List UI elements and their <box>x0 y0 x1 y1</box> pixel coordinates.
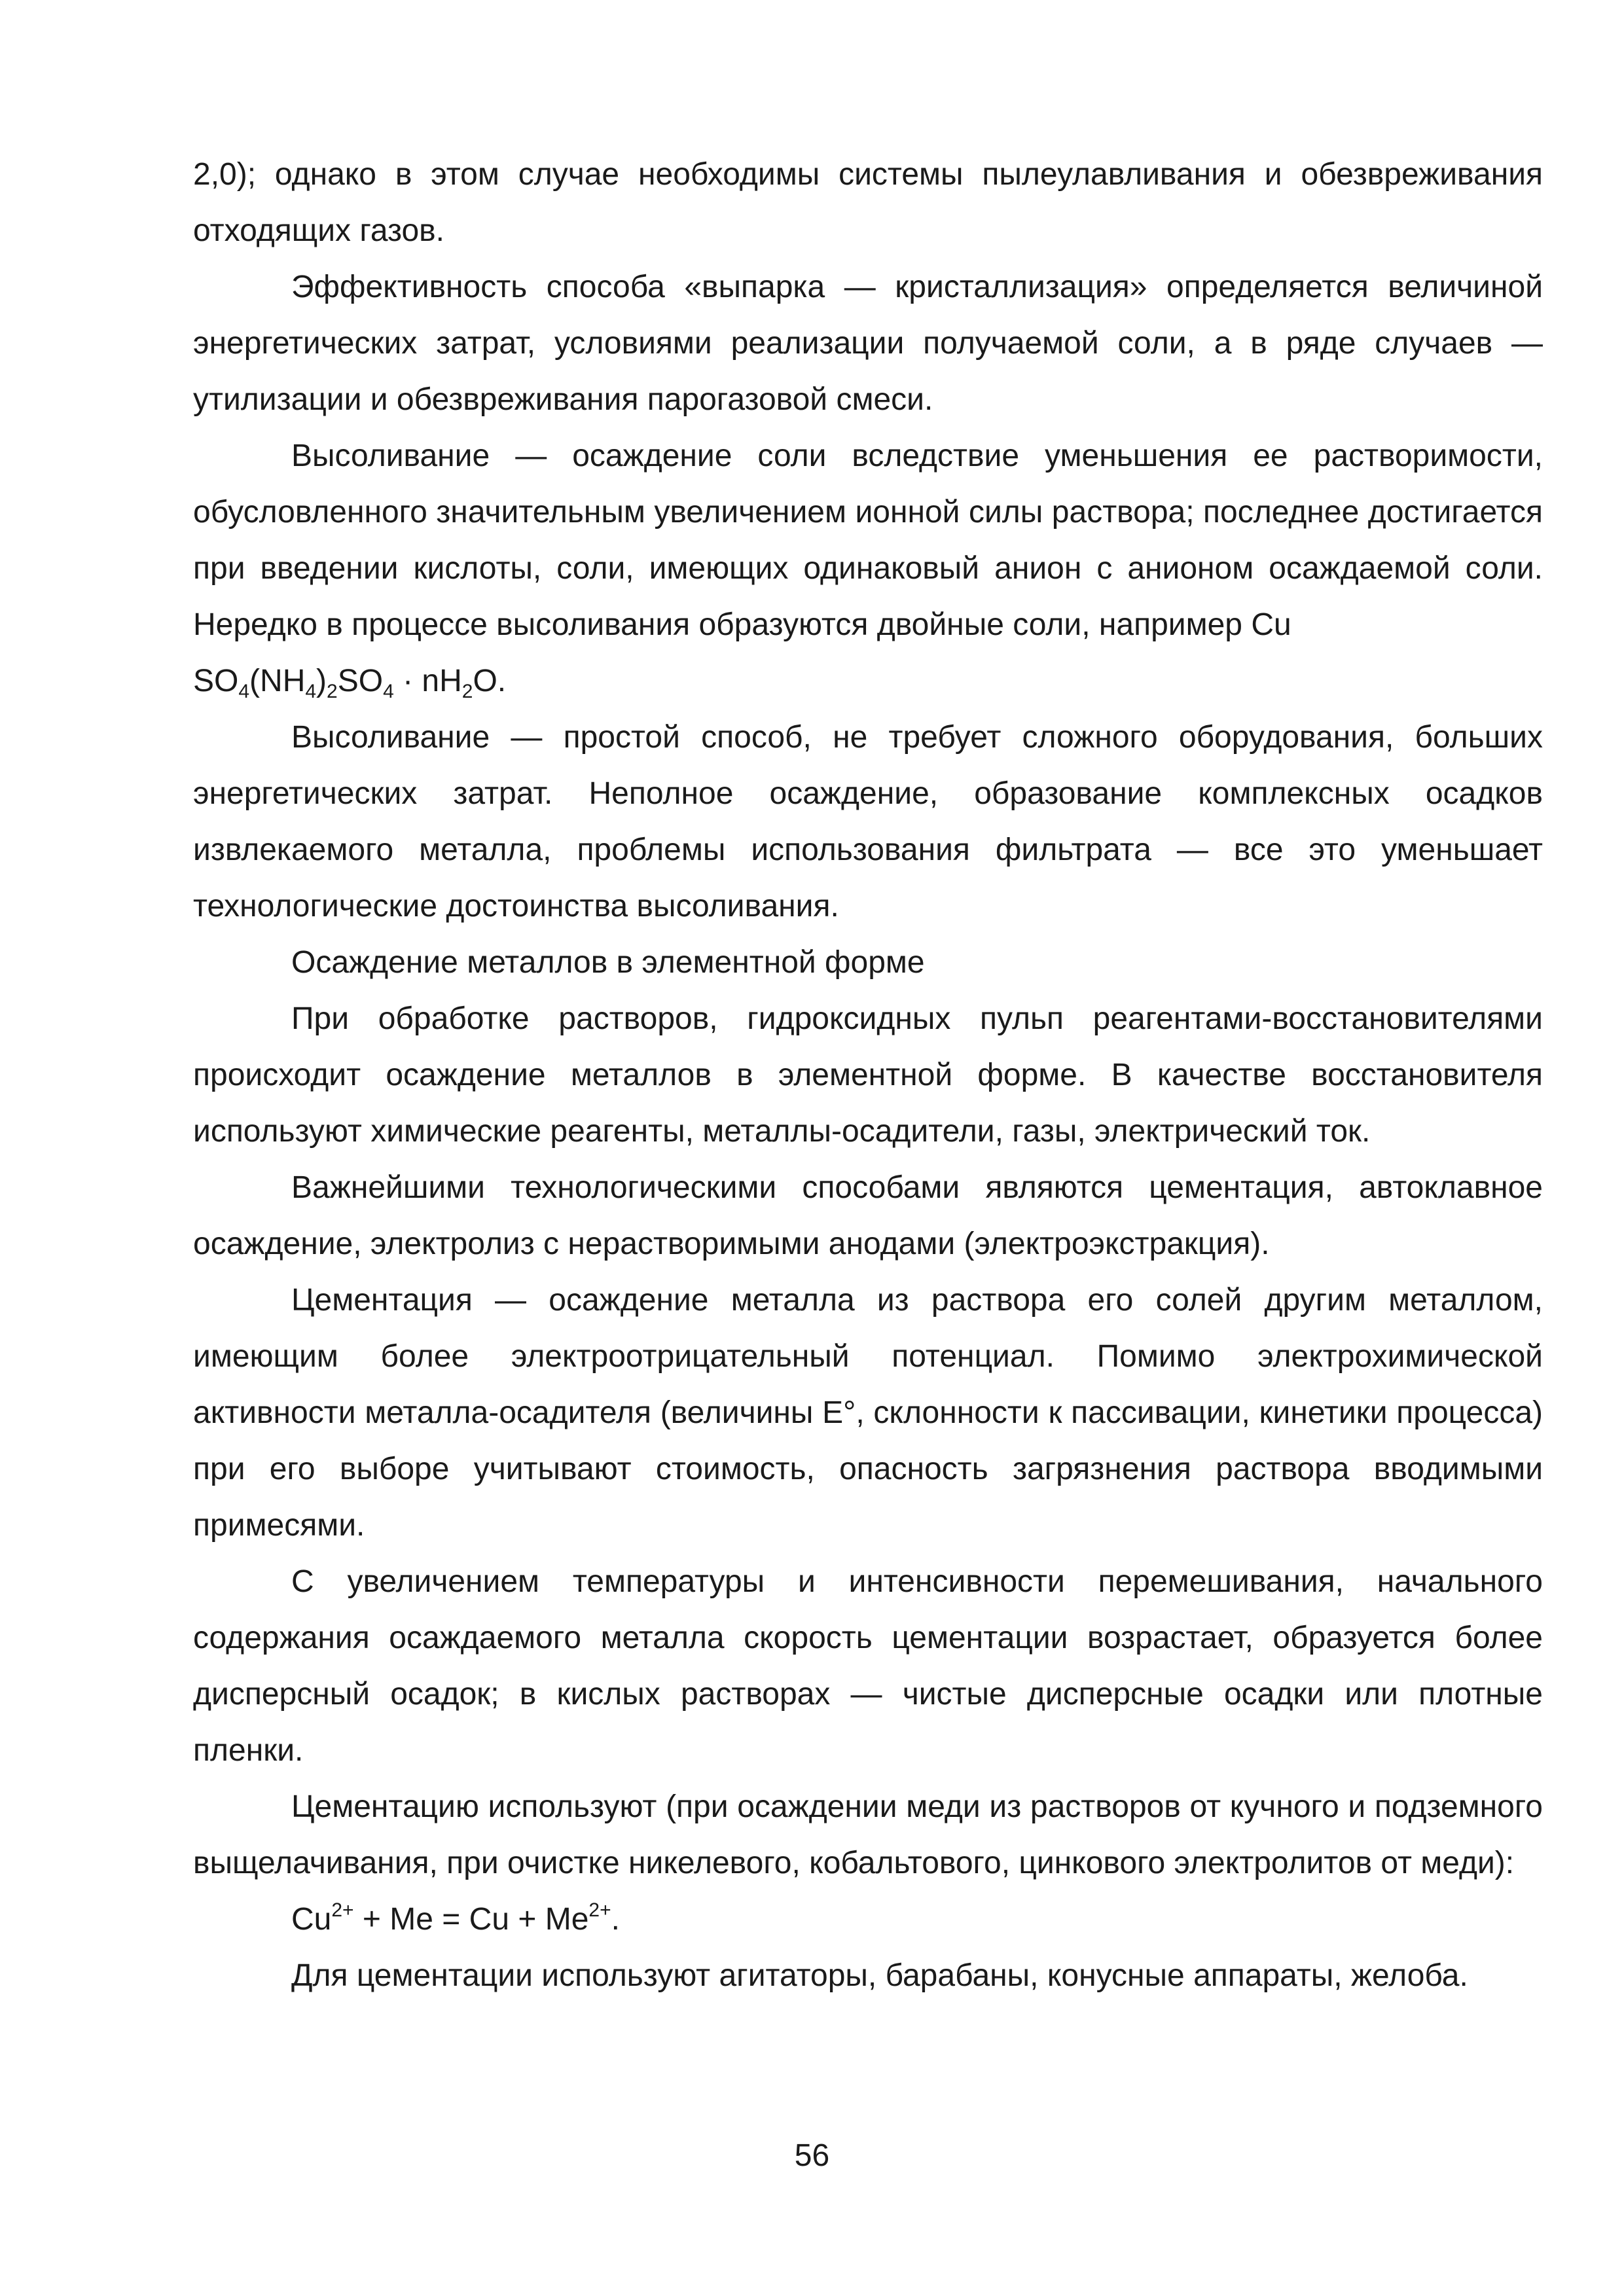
paragraph-3: Высоливание — осаждение соли вследствие уменьшения ее растворимости, обусловленного значительным увеличением ионной силы раствора; последнее достигается при введении кислоты, соли, имеющих одинаковый анион с анионом осаждаемой соли. Нередко в процессе высоливания образуются двойные соли, например Cu <box>193 439 1543 642</box>
paragraph-7: При обработке растворов, гидроксидных пульп реагентами-восстановителями происходит осаждение металлов в элементной форме. В качестве восстановителя используют химические реагенты, металлы-осадители, газы, электрический ток. <box>193 1001 1543 1149</box>
body-text <box>193 147 1543 2004</box>
paragraph-8: Важнейшими технологическими способами являются цементация, автоклавное осаждение, электролиз с нерастворимыми анодами (электроэкстракция). <box>193 1170 1543 1261</box>
formula-double-salt: $SO_4(NH_4)_2SO_4 \cdot nH_2O$. <box>193 664 507 702</box>
paragraph-1: 2,0); однако в этом случае необходимы системы пылеулавливания и обезвреживания отходящих газов. <box>193 157 1543 248</box>
page-number: 56 <box>794 2138 830 2173</box>
paragraph-9: Цементация — осаждение металла из раствора его солей другим металлом, имеющим более электроотрицательный потенциал. Помимо электрохимической активности металла-осадителя (величины E°, склонности к пассивации, кинетики процесса) при его выборе учитывают стоимость, опасность загрязнения раствора вводимыми примесями. <box>193 1283 1543 1543</box>
paragraph-11: Цементацию используют (при осаждении меди из растворов от кучного и подземного выщелачивания, при очистке никелевого, кобальтового, цинкового электролитов от меди): <box>193 1789 1543 1880</box>
section-heading: Осаждение металлов в элементной форме <box>291 945 925 980</box>
formula-cementation: $Cu^{2+} + Me = Cu + Me^{2+}$. <box>291 1899 620 1937</box>
paragraph-2: Эффективность способа «выпарка — кристаллизация» определяется величиной энергетических затрат, условиями реализации получаемой соли, а в ряде случаев — утилизации и обезвреживания парогазовой смеси. <box>193 270 1543 417</box>
paragraph-5: Высоливание — простой способ, не требует сложного оборудования, больших энергетических затрат. Неполное осаждение, образование комплексных осадков извлекаемого металла, проблемы использования фильтрата — все это уменьшает технологические достоинства высоливания. <box>193 720 1543 924</box>
paragraph-13: Для цементации используют агитаторы, барабаны, конусные аппараты, желоба. <box>291 1958 1468 1993</box>
paragraph-10: С увеличением температуры и интенсивности перемешивания, начального содержания осаждаемого металла скорость цементации возрастает, образуется более дисперсный осадок; в кислых растворах — чистые дисперсные осадки или плотные пленки. <box>193 1564 1543 1768</box>
